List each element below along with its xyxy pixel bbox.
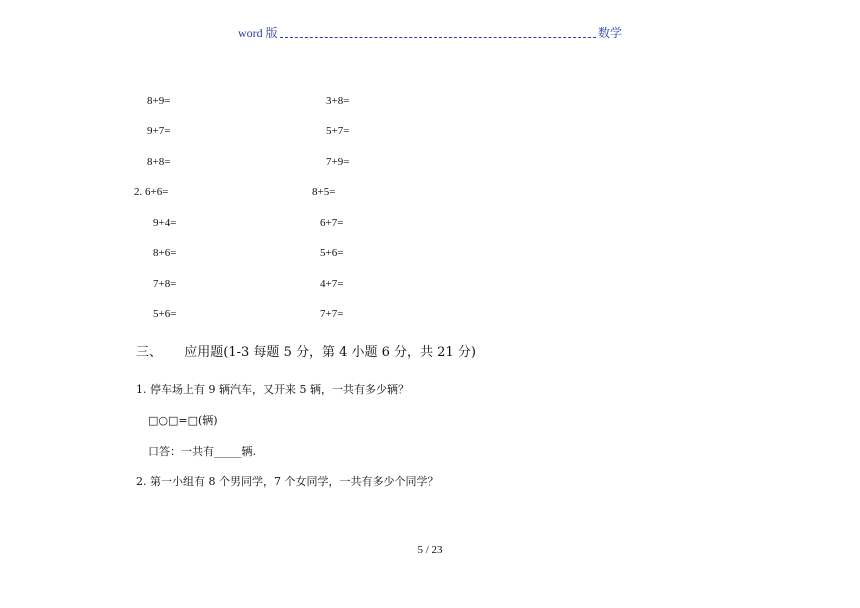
exercise-r1-a: 8+9= [147, 95, 171, 107]
question-1-answer: 口答：一共有_____辆. [148, 445, 256, 458]
exercise-r6-a: 8+6= [153, 247, 177, 259]
section-heading [136, 344, 476, 362]
question-1-formula: □○□=□(辆) [148, 414, 218, 427]
exercise-r6-b: 5+6= [320, 247, 344, 259]
exercise-r3-b: 7+9= [326, 156, 350, 168]
header-right: 数学 [597, 26, 622, 40]
header-left: word 版 [238, 26, 278, 40]
exercise-r3-a: 8+8= [147, 156, 171, 168]
page-header [238, 25, 622, 41]
exercise-r7-a: 7+8= [153, 278, 177, 290]
exercise-r4-a: 2. 6+6= [134, 186, 169, 198]
exercise-r5-b: 6+7= [320, 217, 344, 229]
exercise-r1-b: 3+8= [326, 95, 350, 107]
section-title: 应用题(1-3 每题 5 分，第 4 小题 6 分，共 21 分) [184, 345, 476, 360]
page-number: 5 / 23 [417, 544, 443, 556]
exercise-r2-b: 5+7= [326, 125, 350, 137]
exercise-r5-a: 9+4= [153, 217, 177, 229]
section-number: 三、 [136, 345, 163, 360]
header-dashed-line [280, 37, 596, 38]
question-1: 1. 停车场上有 9 辆汽车，又开来 5 辆，一共有多少辆？ [136, 383, 409, 396]
exercise-r2-a: 9+7= [147, 125, 171, 137]
question-2: 2. 第一小组有 8 个男同学，7 个女同学，一共有多少个同学？ [136, 475, 439, 488]
exercise-r7-b: 4+7= [320, 278, 344, 290]
exercise-r4-b: 8+5= [312, 186, 336, 198]
exercise-r8-b: 7+7= [320, 308, 344, 320]
exercise-r8-a: 5+6= [153, 308, 177, 320]
